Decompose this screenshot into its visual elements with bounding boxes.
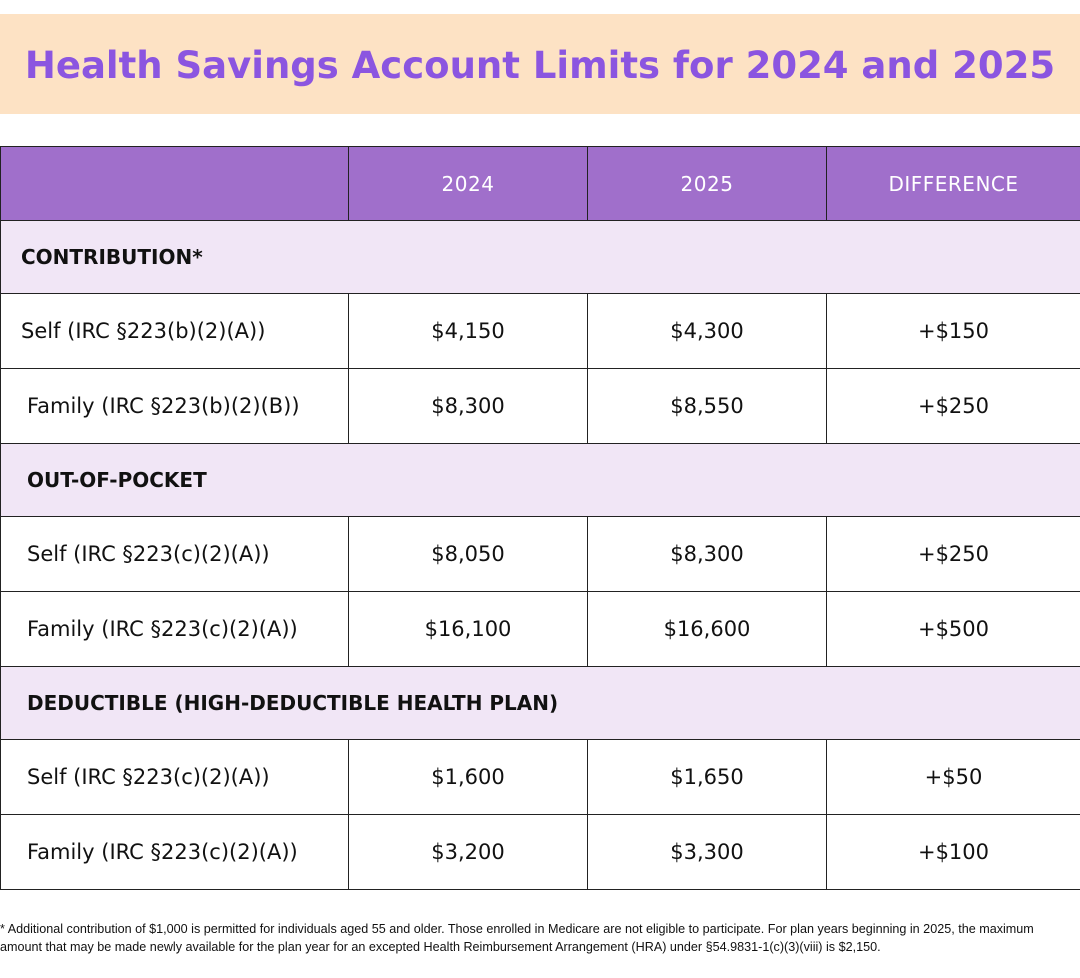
header-difference: DIFFERENCE bbox=[827, 147, 1080, 221]
header-empty-cell bbox=[1, 147, 349, 221]
section-title: DEDUCTIBLE (HIGH-DEDUCTIBLE HEALTH PLAN) bbox=[1, 667, 1080, 740]
table-row bbox=[1, 369, 1080, 444]
table-row bbox=[1, 592, 1080, 667]
value-difference: +$50 bbox=[827, 740, 1080, 815]
table-row bbox=[1, 815, 1080, 890]
section-row-out-of-pocket bbox=[1, 444, 1080, 517]
row-label: Self (IRC §223(c)(2)(A)) bbox=[1, 740, 349, 815]
value-2025: $4,300 bbox=[588, 294, 827, 369]
footnote: * Additional contribution of $1,000 is permitted for individuals aged 55 and older. Those enrolled in Medicare are not eligible to participate. For plan years beginning in 2025, the maximum amount that may be made newly available for the plan year for an excepted Health Reimbursement Arrangement (HRA) under §54.9831-1(c)(3)(viii) is $2,150. bbox=[0, 922, 1034, 955]
value-2025: $16,600 bbox=[588, 592, 827, 667]
value-2025: $1,650 bbox=[588, 740, 827, 815]
value-2024: $1,600 bbox=[349, 740, 588, 815]
row-label: Self (IRC §223(b)(2)(A)) bbox=[1, 294, 349, 369]
table-row bbox=[1, 740, 1080, 815]
value-2024: $3,200 bbox=[349, 815, 588, 890]
value-2024: $8,300 bbox=[349, 369, 588, 444]
value-2025: $8,550 bbox=[588, 369, 827, 444]
value-2024: $8,050 bbox=[349, 517, 588, 592]
section-row-contribution bbox=[1, 221, 1080, 294]
section-title: OUT-OF-POCKET bbox=[1, 444, 1080, 517]
value-difference: +$250 bbox=[827, 369, 1080, 444]
header-2024: 2024 bbox=[349, 147, 588, 221]
value-2025: $8,300 bbox=[588, 517, 827, 592]
table-row bbox=[1, 517, 1080, 592]
row-label: Self (IRC §223(c)(2)(A)) bbox=[1, 517, 349, 592]
value-2024: $4,150 bbox=[349, 294, 588, 369]
value-2025: $3,300 bbox=[588, 815, 827, 890]
value-difference: +$100 bbox=[827, 815, 1080, 890]
title-banner bbox=[0, 14, 1080, 114]
table-header-row bbox=[1, 147, 1080, 221]
value-difference: +$250 bbox=[827, 517, 1080, 592]
table-row bbox=[1, 294, 1080, 369]
section-title: CONTRIBUTION* bbox=[1, 221, 1080, 294]
row-label: Family (IRC §223(c)(2)(A)) bbox=[1, 592, 349, 667]
row-label: Family (IRC §223(c)(2)(A)) bbox=[1, 815, 349, 890]
value-difference: +$150 bbox=[827, 294, 1080, 369]
page-title: Health Savings Account Limits for 2024 and 2025 bbox=[24, 43, 1056, 87]
row-label: Family (IRC §223(b)(2)(B)) bbox=[1, 369, 349, 444]
section-row-deductible bbox=[1, 667, 1080, 740]
hsa-limits-table bbox=[0, 146, 1080, 890]
header-2025: 2025 bbox=[588, 147, 827, 221]
value-difference: +$500 bbox=[827, 592, 1080, 667]
value-2024: $16,100 bbox=[349, 592, 588, 667]
